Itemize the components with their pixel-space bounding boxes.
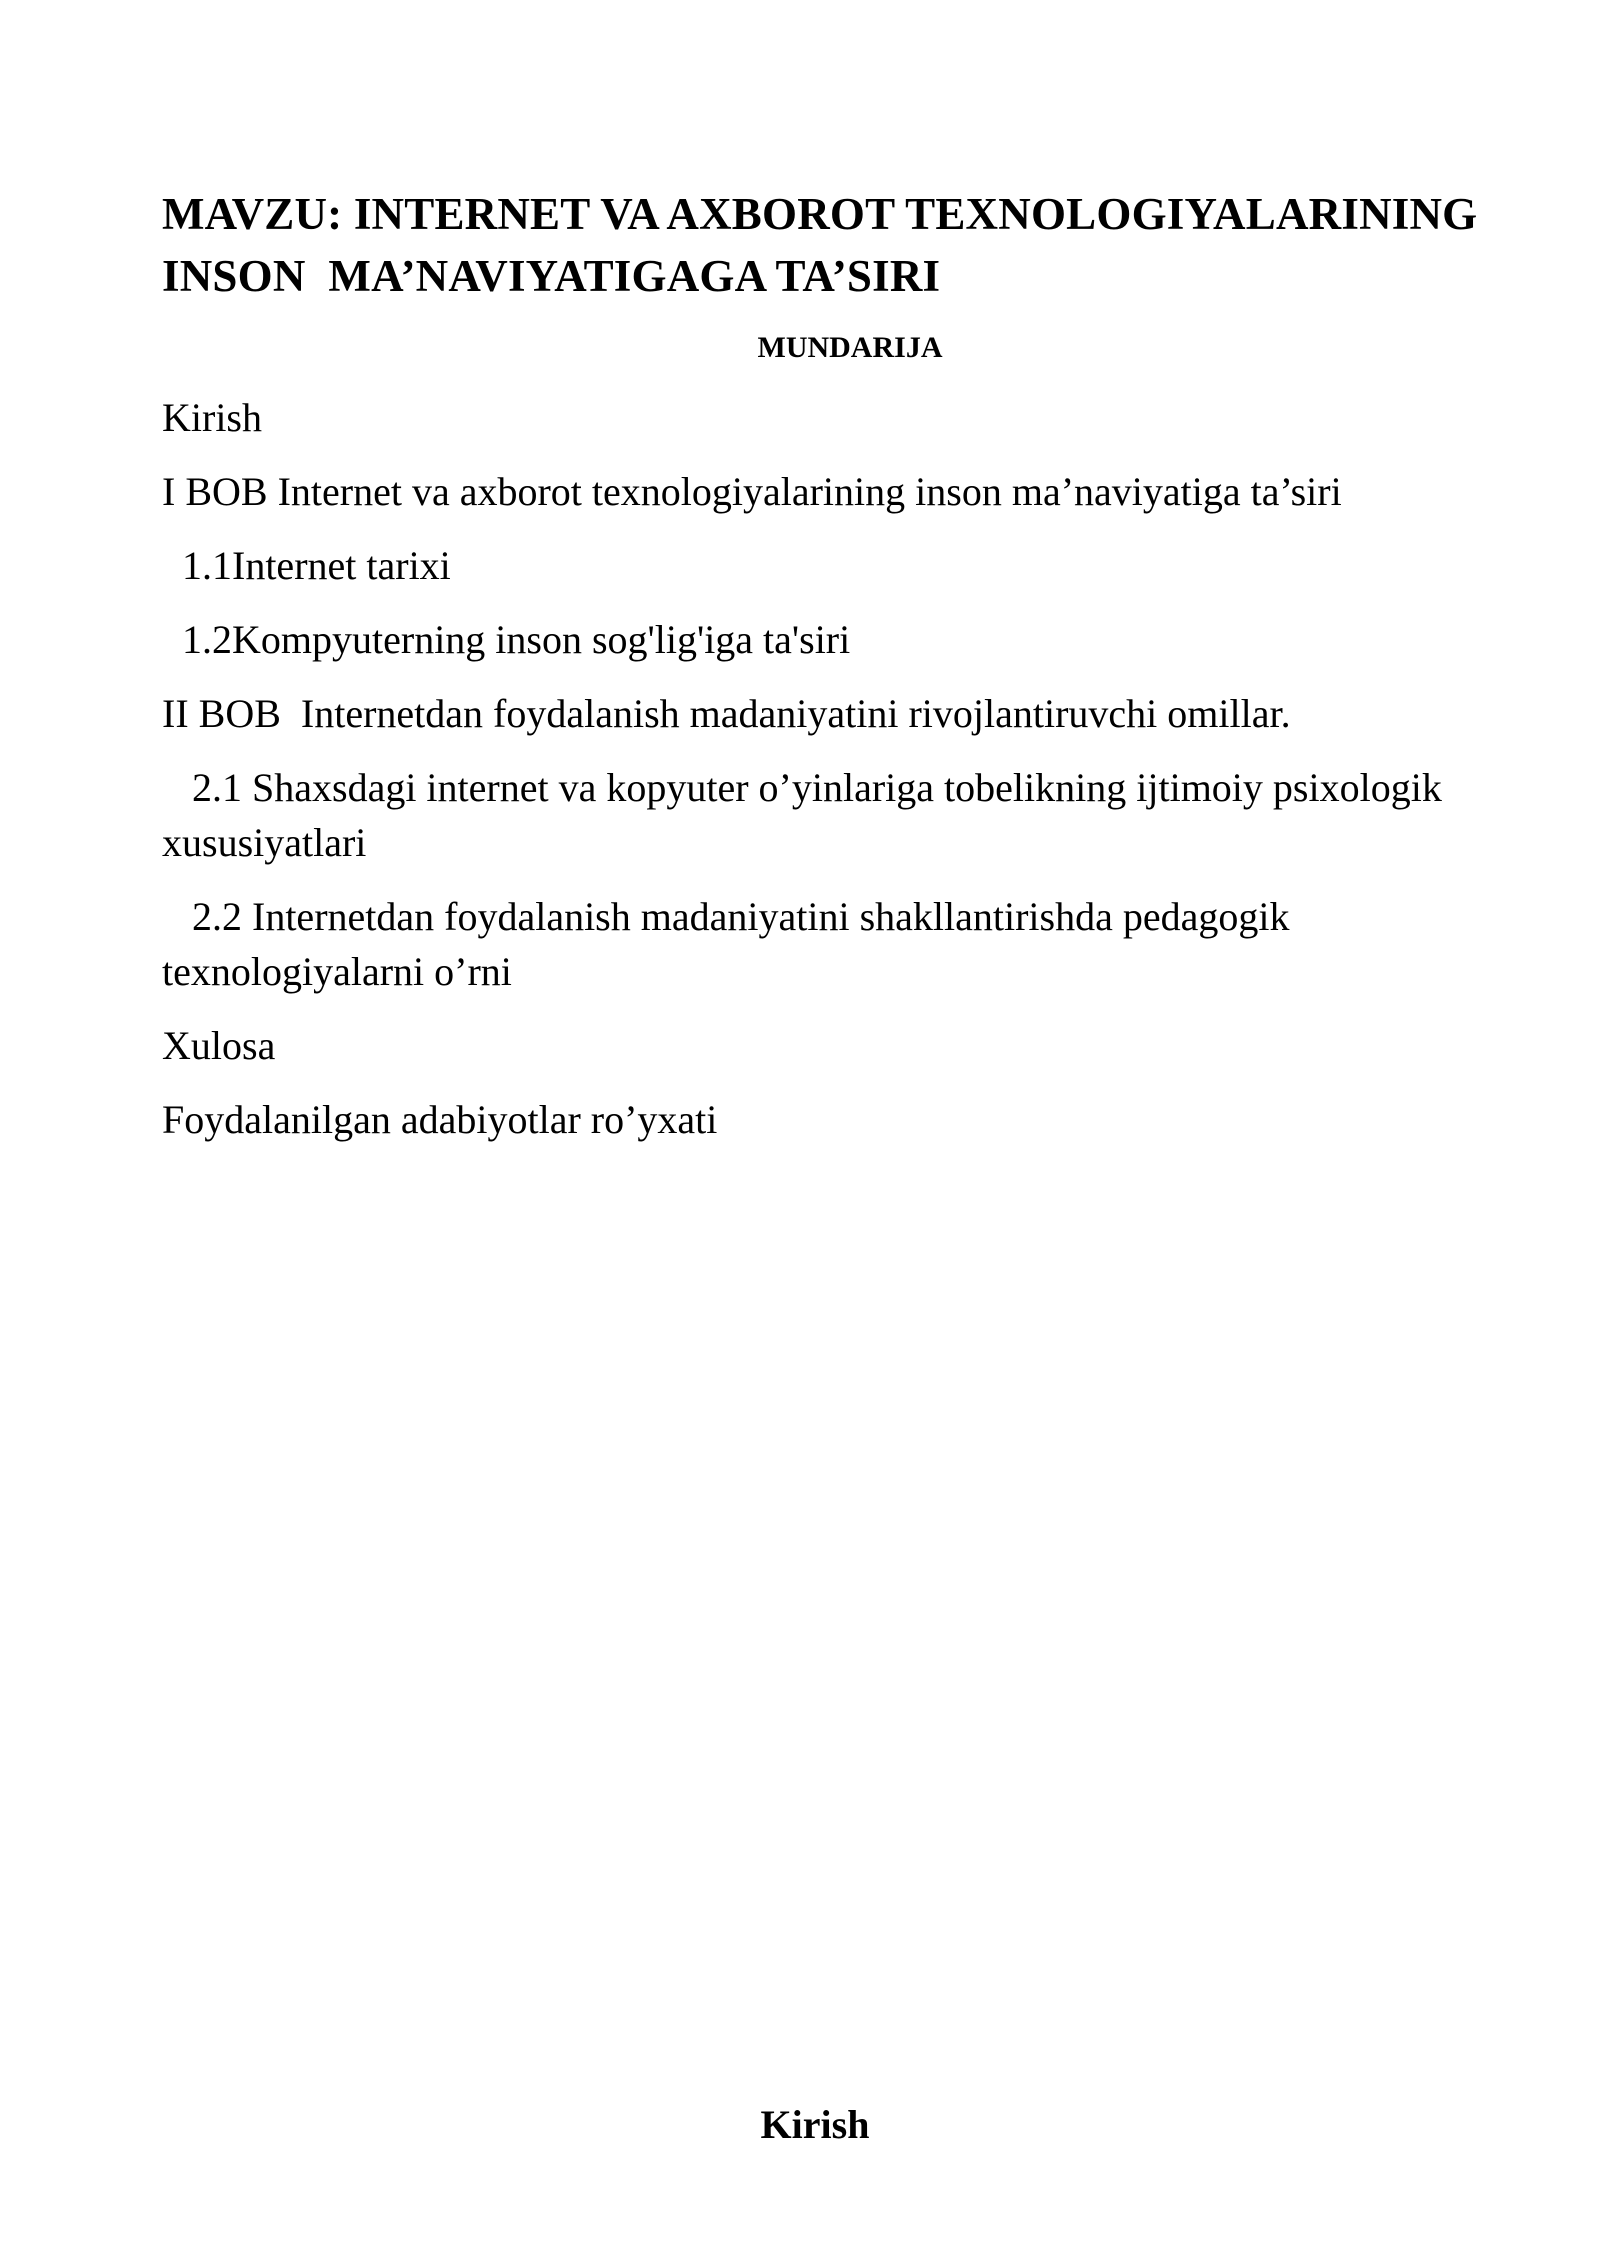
toc-entry-section-2-2: 2.2 Internetdan foydalanish madaniyatini shakllantirishda pedagogik texnologiyalarni o’rni xyxy=(162,894,1300,994)
toc-entry-section-1-2: 1.2Kompyuterning inson sog'lig'iga ta'siri xyxy=(162,617,851,662)
toc-heading: MUNDARIJA xyxy=(757,331,943,364)
toc-entry-introduction: Kirish xyxy=(162,395,262,440)
toc-entry-chapter-2: II BOB Internetdan foydalanish madaniyatini rivojlantiruvchi omillar. xyxy=(162,691,1291,736)
toc-entry-section-2-1: 2.1 Shaxsdagi internet va kopyuter o’yinlariga tobelikning ijtimoiy psixologik xususiyatlari xyxy=(162,765,1452,865)
title-line-2: INSON MA’NAVIYATIGAGA TA’SIRI xyxy=(162,251,941,301)
toc-entry-references: Foydalanilgan adabiyotlar ro’yxati xyxy=(162,1097,718,1142)
toc-entry-section-1-1: 1.1Internet tarixi xyxy=(162,543,451,588)
title-line-1: MAVZU: INTERNET VA AXBOROT TEXNOLOGIYALARINING xyxy=(162,189,1478,239)
toc-entry-conclusion: Xulosa xyxy=(162,1023,276,1068)
toc-entry-chapter-1: I BOB Internet va axborot texnologiyalarining inson ma’naviyatiga ta’siri xyxy=(162,469,1342,514)
document-title xyxy=(162,183,1542,307)
section-heading-introduction: Kirish xyxy=(760,2102,870,2147)
